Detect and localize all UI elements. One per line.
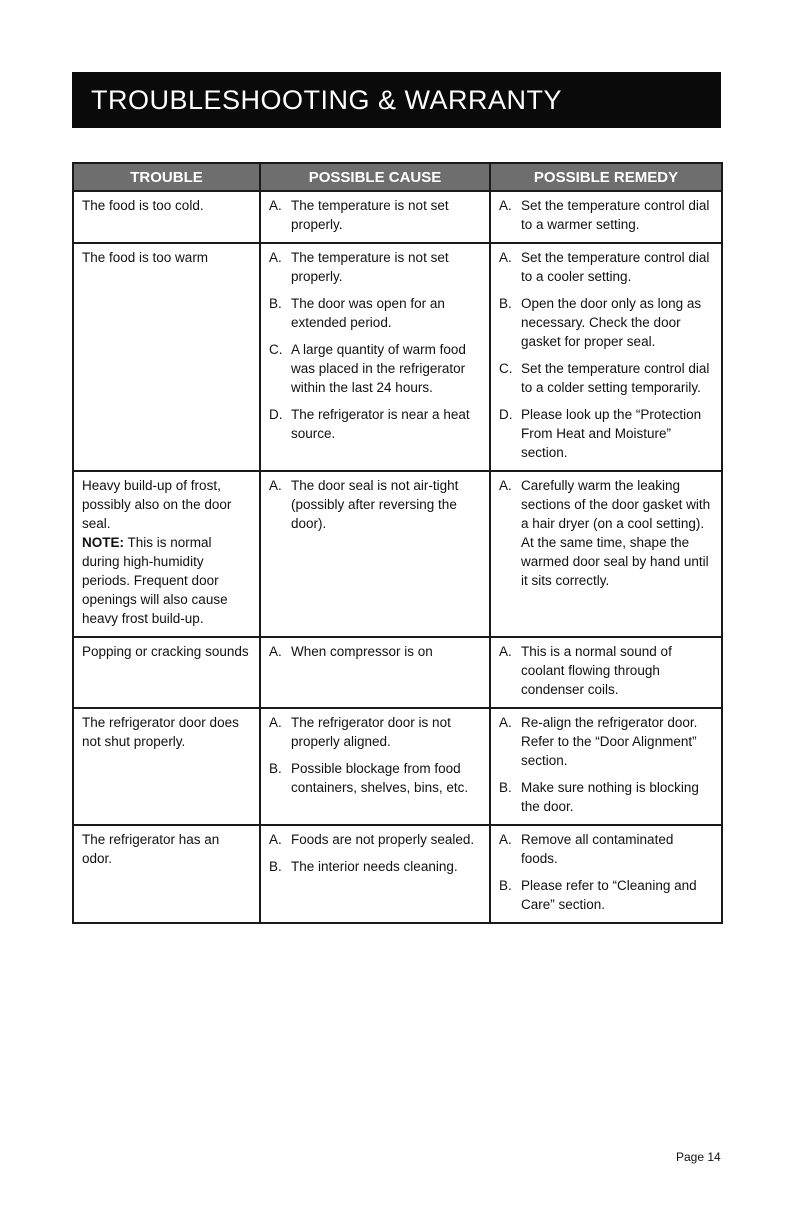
remedy-item (499, 642, 713, 699)
trouble-cell (73, 243, 260, 471)
trouble-text: The food is too warm (82, 250, 209, 265)
remedy-text: This is a normal sound of coolant flowing through condenser coils. (521, 644, 672, 697)
remedy-text: Please look up the “Protection From Heat and Moisture” section. (521, 407, 702, 460)
remedy-item (499, 778, 713, 816)
cause-letter: A. (269, 478, 282, 493)
cause-letter: C. (269, 342, 283, 357)
remedy-item (499, 248, 713, 286)
table-row (73, 243, 722, 471)
remedy-text: Make sure nothing is blocking the door. (521, 780, 699, 814)
remedy-letter: A. (499, 478, 512, 493)
cause-letter: B. (269, 859, 282, 874)
cause-letter: A. (269, 644, 282, 659)
trouble-cell (73, 708, 260, 825)
cause-text: The refrigerator is near a heat source. (291, 407, 470, 441)
remedy-letter: A. (499, 832, 512, 847)
trouble-text: Popping or cracking sounds (82, 644, 249, 659)
remedy-cell (490, 637, 722, 708)
cause-letter: B. (269, 296, 282, 311)
cause-cell (260, 825, 490, 923)
remedy-item (499, 294, 713, 351)
column-header-cause: POSSIBLE CAUSE (260, 163, 490, 191)
remedy-letter: A. (499, 250, 512, 265)
remedy-cell (490, 471, 722, 637)
cause-text: The interior needs cleaning. (291, 859, 458, 874)
cause-item (269, 713, 481, 751)
remedy-item (499, 359, 713, 397)
remedy-text: Please refer to “Cleaning and Care” section. (521, 878, 697, 912)
trouble-cell (73, 637, 260, 708)
cause-text: The temperature is not set properly. (291, 198, 449, 232)
cause-item (269, 759, 481, 797)
cause-letter: A. (269, 715, 282, 730)
column-header-remedy: POSSIBLE REMEDY (490, 163, 722, 191)
remedy-letter: A. (499, 715, 512, 730)
trouble-cell (73, 191, 260, 243)
cause-cell (260, 471, 490, 637)
remedy-text: Set the temperature control dial to a warmer setting. (521, 198, 710, 232)
trouble-text: Heavy build-up of frost, possibly also on the door seal. (82, 478, 232, 531)
cause-text: The door seal is not air-tight (possibly after reversing the door). (291, 478, 459, 531)
remedy-text: Open the door only as long as necessary. Check the door gasket for proper seal. (521, 296, 702, 349)
cause-cell (260, 708, 490, 825)
remedy-cell (490, 191, 722, 243)
remedy-letter: C. (499, 361, 513, 376)
cause-cell (260, 243, 490, 471)
remedy-text: Remove all contaminated foods. (521, 832, 674, 866)
trouble-cell (73, 825, 260, 923)
column-header-trouble: TROUBLE (73, 163, 260, 191)
table-row (73, 825, 722, 923)
table-row (73, 471, 722, 637)
cause-item (269, 248, 481, 286)
cause-cell (260, 637, 490, 708)
cause-letter: A. (269, 832, 282, 847)
cause-item (269, 405, 481, 443)
cause-item (269, 476, 481, 533)
remedy-item (499, 405, 713, 462)
remedy-letter: A. (499, 644, 512, 659)
remedy-item (499, 713, 713, 770)
cause-text: The door was open for an extended period. (291, 296, 445, 330)
cause-item (269, 340, 481, 397)
cause-text: Foods are not properly sealed. (291, 832, 475, 847)
page-title: TROUBLESHOOTING & WARRANTY (72, 72, 721, 128)
note-text: This is normal during high-humidity periods. Frequent door openings will also cause heavy frost build-up. (82, 535, 228, 626)
cause-cell (260, 191, 490, 243)
note-label: NOTE: (82, 535, 124, 550)
cause-letter: D. (269, 407, 283, 422)
cause-letter: A. (269, 198, 282, 213)
cause-letter: A. (269, 250, 282, 265)
remedy-item (499, 830, 713, 868)
trouble-text: The food is too cold. (82, 198, 204, 213)
remedy-text: Set the temperature control dial to a colder setting temporarily. (521, 361, 710, 395)
table-row (73, 637, 722, 708)
cause-item (269, 294, 481, 332)
remedy-letter: B. (499, 780, 512, 795)
trouble-note (82, 533, 251, 628)
cause-item (269, 642, 481, 661)
remedy-letter: A. (499, 198, 512, 213)
remedy-item (499, 476, 713, 590)
table-row (73, 708, 722, 825)
remedy-item (499, 196, 713, 234)
remedy-text: Re-align the refrigerator door. Refer to the “Door Alignment” section. (521, 715, 698, 768)
cause-text: When compressor is on (291, 644, 433, 659)
remedy-cell (490, 708, 722, 825)
trouble-text: The refrigerator door does not shut properly. (82, 715, 239, 749)
cause-text: The refrigerator door is not properly aligned. (291, 715, 451, 749)
cause-item (269, 830, 481, 849)
troubleshooting-table (72, 162, 723, 924)
remedy-letter: B. (499, 878, 512, 893)
cause-item (269, 857, 481, 876)
page-number: Page 14 (676, 1150, 721, 1164)
table-row (73, 191, 722, 243)
cause-text: The temperature is not set properly. (291, 250, 449, 284)
trouble-cell (73, 471, 260, 637)
trouble-text: The refrigerator has an odor. (82, 832, 220, 866)
cause-text: Possible blockage from food containers, shelves, bins, etc. (291, 761, 469, 795)
cause-text: A large quantity of warm food was placed in the refrigerator within the last 24 hours. (291, 342, 466, 395)
remedy-cell (490, 825, 722, 923)
cause-letter: B. (269, 761, 282, 776)
remedy-letter: B. (499, 296, 512, 311)
remedy-item (499, 876, 713, 914)
remedy-text: Set the temperature control dial to a cooler setting. (521, 250, 710, 284)
cause-item (269, 196, 481, 234)
remedy-cell (490, 243, 722, 471)
table-header-row (73, 163, 722, 191)
remedy-letter: D. (499, 407, 513, 422)
remedy-text: Carefully warm the leaking sections of the door gasket with a hair dryer (on a cool setting). At the same time, shape the warmed door seal by hand until it sits correctly. (521, 478, 711, 588)
